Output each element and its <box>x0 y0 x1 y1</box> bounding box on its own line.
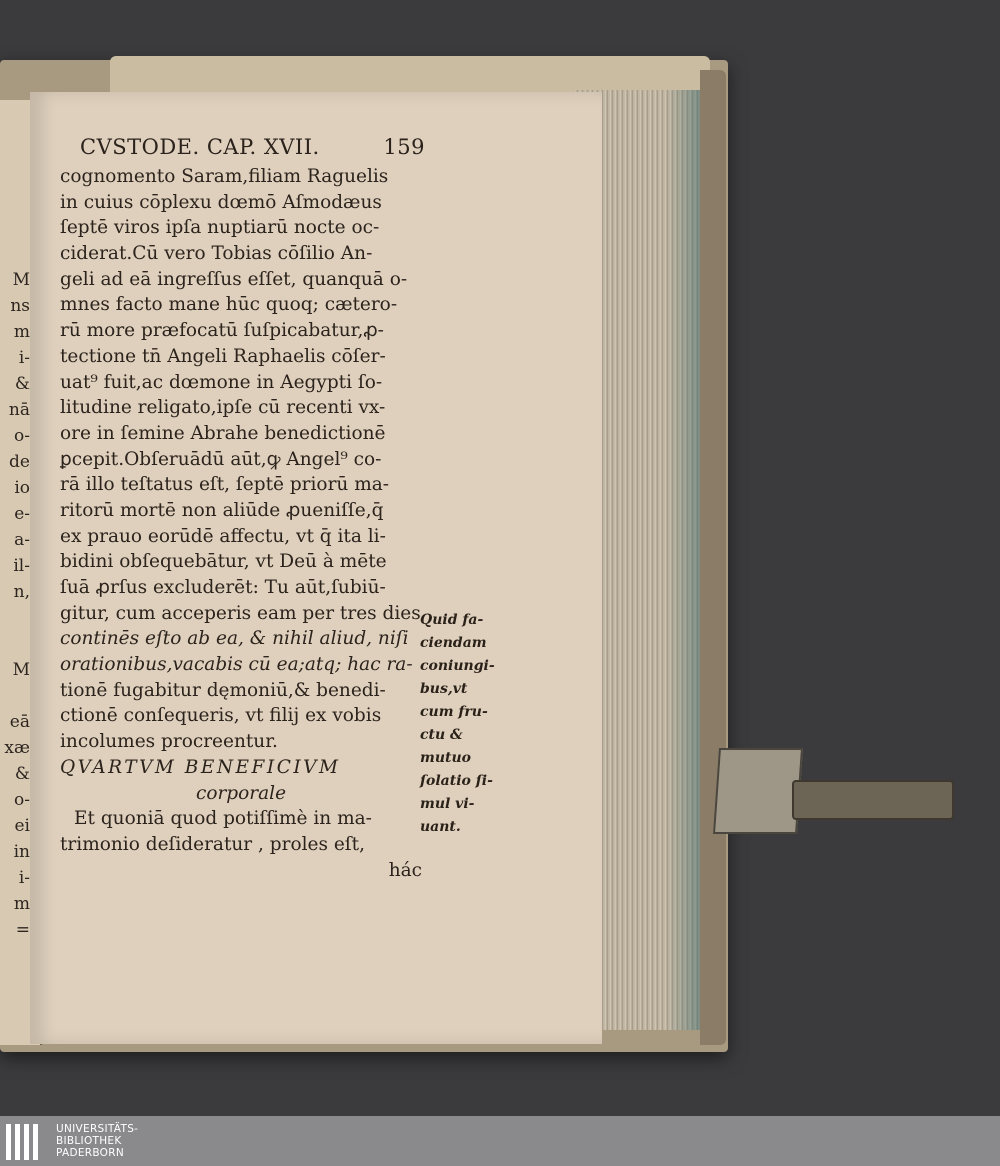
left-page-fragment <box>0 634 30 660</box>
left-page-fragment: de <box>9 452 30 472</box>
left-page-fragment: ns <box>10 296 30 316</box>
text-line: bidini obſequebātur, vt Deū à mēte <box>60 551 387 573</box>
margin-line: ctu & <box>420 727 463 743</box>
left-page-fragment: m <box>13 322 30 342</box>
text-line: ꝑcepit.Obſeruādū aūt,ꝙ Angel⁹ co- <box>60 448 382 470</box>
margin-line: ſolatio ſi- <box>420 773 493 789</box>
left-page-fragment: eā <box>9 712 30 732</box>
marginal-note <box>420 612 500 842</box>
left-page-fragment: M <box>12 270 30 290</box>
left-page-fragment: n, <box>13 582 30 602</box>
left-page-fragment: ei <box>14 816 30 836</box>
library-footer-bar <box>0 1116 1000 1166</box>
left-page-fragment: io <box>14 478 30 498</box>
text-line: cognomento Saram,filiam Raguelis <box>60 166 389 187</box>
catchword: hác <box>388 859 422 881</box>
text-line: in cuius cōplexu dœmō Aſmodæus <box>60 191 382 213</box>
text-line: ſeptē viros ipſa nuptiarū nocte oc- <box>60 217 380 239</box>
logo-line: UNIVERSITÄTS- <box>56 1123 139 1135</box>
clasp-plate <box>713 748 803 834</box>
header-title: CVSTODE. CAP. XVII. <box>80 135 320 159</box>
left-page-fragment: a- <box>14 530 30 550</box>
left-page-fragment: nā <box>8 400 30 420</box>
text-line: ctionē conſequeris, vt filij ex vobis <box>60 705 382 727</box>
left-page-fragment <box>0 686 30 712</box>
text-line: ciderat.Cū vero Tobias cōſilio An- <box>60 243 373 265</box>
text-line: uat⁹ fuit,ac dœmone in Aegypti ſo- <box>60 371 383 393</box>
running-header <box>80 135 425 159</box>
margin-line: Quid fa- <box>420 612 484 628</box>
left-page-fragment: o- <box>14 790 30 810</box>
text-line: geli ad eā ingreſſus eſſet, quanquā o- <box>60 268 408 290</box>
logo-line: PADERBORN <box>56 1147 124 1159</box>
text-line: Et quoniā quod potiſſimè in ma- <box>74 808 372 830</box>
library-logo-icon <box>6 1124 48 1160</box>
page-number: 159 <box>383 135 425 159</box>
text-line: gitur, cum acceperis eam per tres dies <box>60 602 421 624</box>
text-line: ritorū mortē non aliūde ꝓueniſſe,q̄ <box>60 499 384 521</box>
left-page-fragment: in <box>13 842 30 862</box>
left-page-fragment: xæ <box>4 738 30 758</box>
margin-line: mutuo <box>420 750 471 766</box>
main-text <box>60 164 422 883</box>
margin-line: ciendam <box>420 635 487 651</box>
section-subheading: corporale <box>195 782 287 804</box>
text-line: ſuā ꝓrſus excluderēt: Tu aūt,ſubiū- <box>60 577 386 598</box>
left-page-fragment: e- <box>14 504 30 524</box>
text-line: orationibus,vacabis cū ea;atq; hac ra- <box>60 654 413 676</box>
book-clasp <box>716 748 952 830</box>
left-page-fragment: = <box>15 920 30 940</box>
left-page-fragment: M <box>12 660 30 680</box>
left-page-fragment: il- <box>13 556 30 576</box>
clasp-bar <box>792 780 954 820</box>
text-line: rū more præfocatū ſuſpicabatur,ꝓ- <box>60 320 384 342</box>
logo-line: BIBLIOTHEK <box>56 1135 122 1147</box>
margin-line: coniungi- <box>420 658 495 674</box>
text-line: ore in ſemine Abrahe benedictionē <box>60 422 386 444</box>
library-logo-text <box>56 1123 138 1159</box>
left-page-fragment: m <box>13 894 30 914</box>
margin-line: mul vi- <box>420 796 475 812</box>
text-line: continēs eſto ab ea, & nihil aliud, niſi <box>60 628 409 650</box>
margin-line: bus,vt <box>420 681 468 697</box>
left-page-fragments <box>0 270 30 946</box>
text-line: litudine religato,ipſe cū recenti vx- <box>60 397 386 419</box>
margin-line: uant. <box>420 819 461 835</box>
text-line: tionē fugabitur dęmoniū,& benedi- <box>60 679 386 701</box>
section-heading: QVARTVM BENEFICIVM <box>60 756 341 778</box>
left-page-fragment: & <box>14 374 30 394</box>
text-line: tectione tn̄ Angeli Raphaelis cōſer- <box>60 345 386 367</box>
left-page-fragment <box>0 608 30 634</box>
text-line: mnes facto mane hūc quoq; cætero- <box>60 294 398 316</box>
text-line: rā illo teſtatus eſt, ſeptē priorū ma- <box>60 474 390 496</box>
margin-line: cum fru- <box>420 704 488 720</box>
left-page-fragment: i- <box>18 868 30 888</box>
text-line: incolumes procreentur. <box>60 731 278 753</box>
left-page-fragment: i- <box>18 348 30 368</box>
text-line: trimonio deſideratur , proles eſt, <box>60 833 365 855</box>
text-line: ex prauo eorūdē affectu, vt q̄ ita li- <box>60 525 386 547</box>
book-back-edge <box>700 70 726 1045</box>
left-page-fragment: o- <box>14 426 30 446</box>
left-page-fragment: & <box>14 764 30 784</box>
